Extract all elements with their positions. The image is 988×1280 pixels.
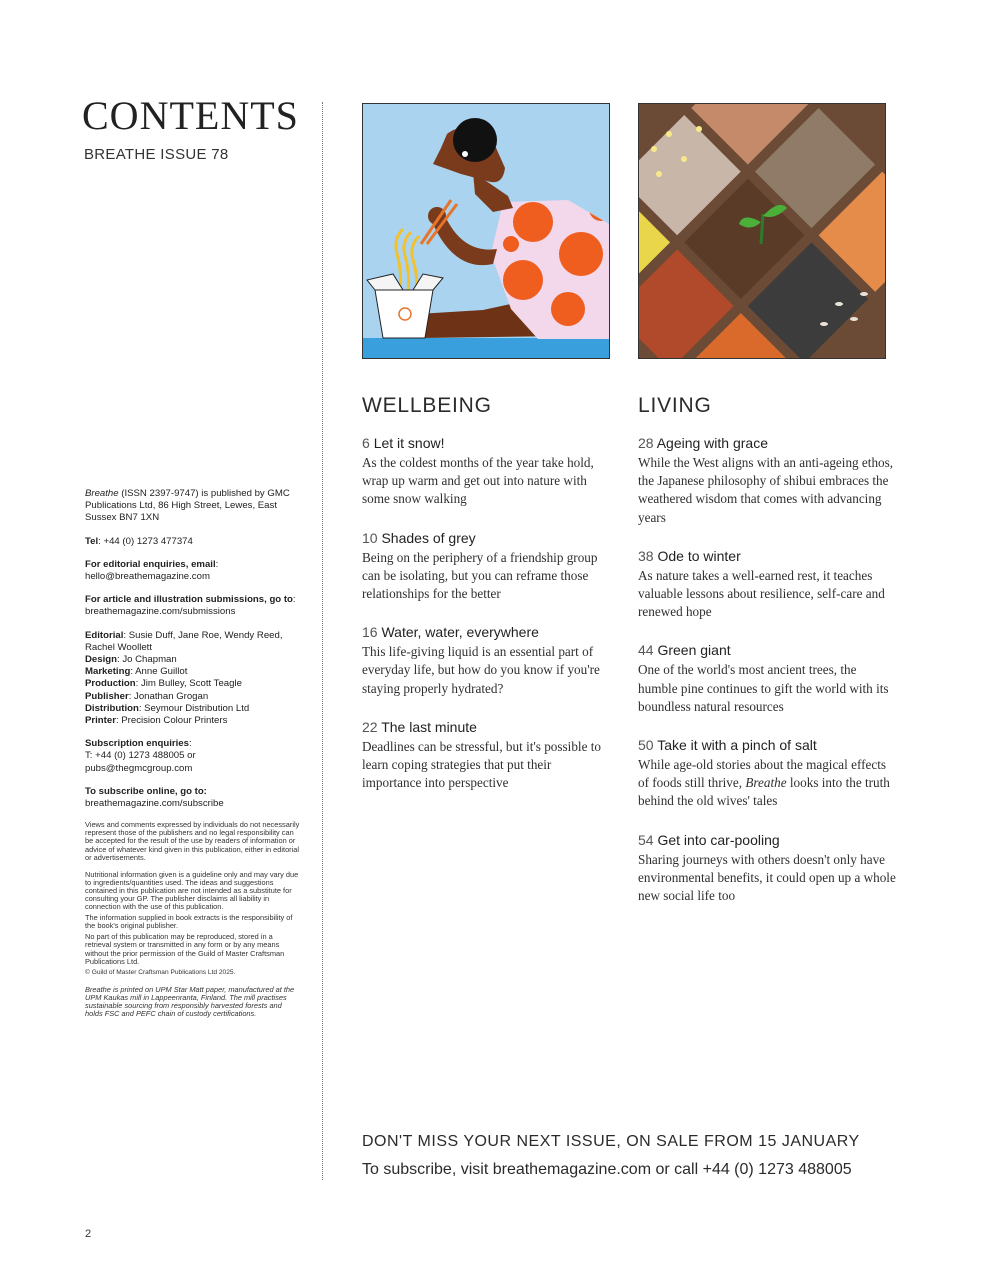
issue-label: BREATHE ISSUE 78 bbox=[84, 146, 229, 163]
shirt-dot bbox=[513, 202, 553, 242]
entry-description: Being on the periphery of a friendship group can be isolating, but you can reframe those relationships for the better bbox=[362, 549, 598, 602]
page-number: 2 bbox=[85, 1228, 92, 1240]
extracts-text: The information supplied in book extracts is the responsibility of the book's original publisher. bbox=[85, 913, 293, 931]
entry-title: 16 Water, water, everywhere bbox=[362, 624, 539, 641]
earring bbox=[462, 151, 468, 157]
subscription-email-link[interactable]: pubs@thegmcgroup.com bbox=[85, 762, 193, 774]
hair bbox=[481, 135, 495, 149]
shirt-dot bbox=[551, 292, 585, 326]
wellbeing-heading: WELLBEING bbox=[362, 394, 492, 417]
subscribe-promo[interactable]: To subscribe, visit breathemagazine.com or call +44 (0) 1273 488005 bbox=[362, 1161, 852, 1178]
page-title: CONTENTS bbox=[82, 93, 299, 138]
living-heading: LIVING bbox=[638, 394, 712, 417]
entry-title: 28 Ageing with grace bbox=[638, 435, 768, 451]
noodle-box bbox=[375, 290, 433, 338]
entry-title: 44 Green giant bbox=[638, 642, 731, 659]
reproduction-text: No part of this publication may be reproduced, stored in a retrieval system or transmitted in any form or by any means without the prior permission of the Guild of Master Craftsman Publications Ltd. bbox=[85, 932, 285, 966]
column-divider bbox=[322, 102, 323, 1180]
woman-eating-noodles-illustration bbox=[363, 104, 609, 358]
editorial-enquiries: For editorial enquiries, email: hello@breathemagazine.com bbox=[85, 558, 219, 583]
table-surface bbox=[363, 338, 609, 358]
entry-description: As nature takes a well-earned rest, it teaches valuable lessons about resilience, self-care and renewed hope bbox=[638, 567, 885, 620]
wellbeing-entry[interactable] bbox=[362, 434, 612, 509]
entry-description: Deadlines can be stressful, but it's possible to learn coping strategies that put their importance into perspective bbox=[362, 738, 601, 791]
subscribe-link[interactable]: breathemagazine.com/subscribe bbox=[85, 798, 224, 810]
entry-title: 38 Ode to winter bbox=[638, 547, 741, 564]
staff-row: Production: Jim Bulley, Scott Teagle bbox=[85, 678, 242, 690]
sprout-stem bbox=[761, 214, 763, 244]
publisher-statement: Breathe (ISSN 2397-9747) is published by GMC Publications Ltd, 86 High Street, Lewes, East Sussex BN7 1XN bbox=[85, 488, 290, 524]
entry-title: 50 Take it with a pinch of salt bbox=[638, 737, 817, 754]
wellbeing-entry[interactable] bbox=[362, 529, 612, 604]
staff-row: Distribution: Seymour Distribution Ltd bbox=[85, 702, 250, 714]
living-entry[interactable] bbox=[638, 831, 898, 906]
submissions-link[interactable]: breathemagazine.com/submissions bbox=[85, 606, 236, 618]
staff-row: Editorial: Susie Duff, Jane Roe, Wendy Reed, Rachel Woollett bbox=[85, 629, 283, 653]
wellbeing-entry[interactable] bbox=[362, 718, 612, 793]
living-entry[interactable] bbox=[638, 434, 898, 527]
living-list bbox=[638, 434, 898, 925]
seed-plots-illustration bbox=[639, 104, 885, 358]
colophon bbox=[85, 488, 300, 1027]
entry-description: As the coldest months of the year take hold, wrap up warm and get out into nature with some snow walking bbox=[362, 455, 594, 507]
entry-title: 22 The last minute bbox=[362, 718, 477, 735]
living-entry[interactable] bbox=[638, 736, 898, 811]
entry-description: While the West aligns with an anti-ageing ethos, the Japanese philosophy of shibui embraces the weathered wisdom that comes with advancing years bbox=[638, 455, 894, 525]
entry-description: This life-giving liquid is an essential part of everyday life, but how do you know if you're staying properly hydrated? bbox=[362, 644, 600, 696]
wellbeing-entry[interactable] bbox=[362, 623, 612, 698]
staff-row: Design: Jo Chapman bbox=[85, 654, 177, 666]
next-issue-banner: DON'T MISS YOUR NEXT ISSUE, ON SALE FROM 15 JANUARY bbox=[362, 1133, 860, 1150]
living-illustration bbox=[638, 103, 886, 359]
entry-description: While age-old stories about the magical effects of foods still thrive, Breathe looks into the truth behind the old wives' tales bbox=[638, 757, 890, 809]
staff-row: Printer: Precision Colour Printers bbox=[85, 715, 228, 727]
entry-description: Sharing journeys with others doesn't only have environmental benefits, it could open up a whole new social life too bbox=[638, 851, 896, 904]
staff-credits bbox=[85, 630, 300, 728]
tel-line: Tel: +44 (0) 1273 477374 bbox=[85, 535, 193, 547]
subscribe-online: To subscribe online, go to: breathemagazine.com/subscribe bbox=[85, 785, 224, 810]
submissions-info: For article and illustration submissions, go to: breathemagazine.com/submissions bbox=[85, 594, 296, 618]
wellbeing-illustration bbox=[362, 103, 610, 359]
paper-statement: Breathe is printed on UPM Star Matt paper, manufactured at the UPM Kaukas mill in Lappeenranta, Finland. The mill practises sustainable sourcing from responsibly harvested forests and holds FSC and PEFC chain of custody certifications. bbox=[85, 984, 295, 1019]
shirt-dot bbox=[503, 236, 519, 252]
entry-title: 6 Let it snow! bbox=[362, 435, 445, 451]
entry-title: 54 Get into car-pooling bbox=[638, 831, 780, 848]
shirt-dot bbox=[559, 232, 603, 276]
copyright-text: © Guild of Master Craftsman Publications Ltd 2025. bbox=[85, 968, 236, 976]
living-entry[interactable] bbox=[638, 641, 898, 716]
living-entry[interactable] bbox=[638, 547, 898, 622]
entry-description: One of the world's most ancient trees, the humble pine continues to gift the world with its boundless natural resources bbox=[638, 662, 889, 714]
subscription-enquiries: Subscription enquiries: T: +44 (0) 1273 488005 or pubs@thegmcgroup.com bbox=[85, 738, 196, 774]
editorial-email-link[interactable]: hello@breathemagazine.com bbox=[85, 571, 210, 583]
shirt-dot bbox=[503, 260, 543, 300]
disclaimer-text: Views and comments expressed by individuals do not necessarily represent those of the publishers and no legal responsibility can be accepted for the result of the use by readers of information or advice of whatever kind given in this publication, either in editorial or advertisements. bbox=[85, 820, 300, 862]
wellbeing-list bbox=[362, 434, 612, 812]
staff-row: Publisher: Jonathan Grogan bbox=[85, 690, 209, 702]
nutrition-text: Nutritional information given is a guideline only and may vary due to ingredients/quantities used. The ideas and suggestions contained in this publication are not intended as a substitute for consulting your GP. The publisher disclaims all liability in connection with the use of this publication. bbox=[85, 869, 299, 912]
staff-row: Marketing: Anne Guillot bbox=[85, 666, 188, 678]
subscription-phone: T: +44 (0) 1273 488005 or bbox=[85, 750, 196, 762]
entry-title: 10 Shades of grey bbox=[362, 529, 476, 546]
